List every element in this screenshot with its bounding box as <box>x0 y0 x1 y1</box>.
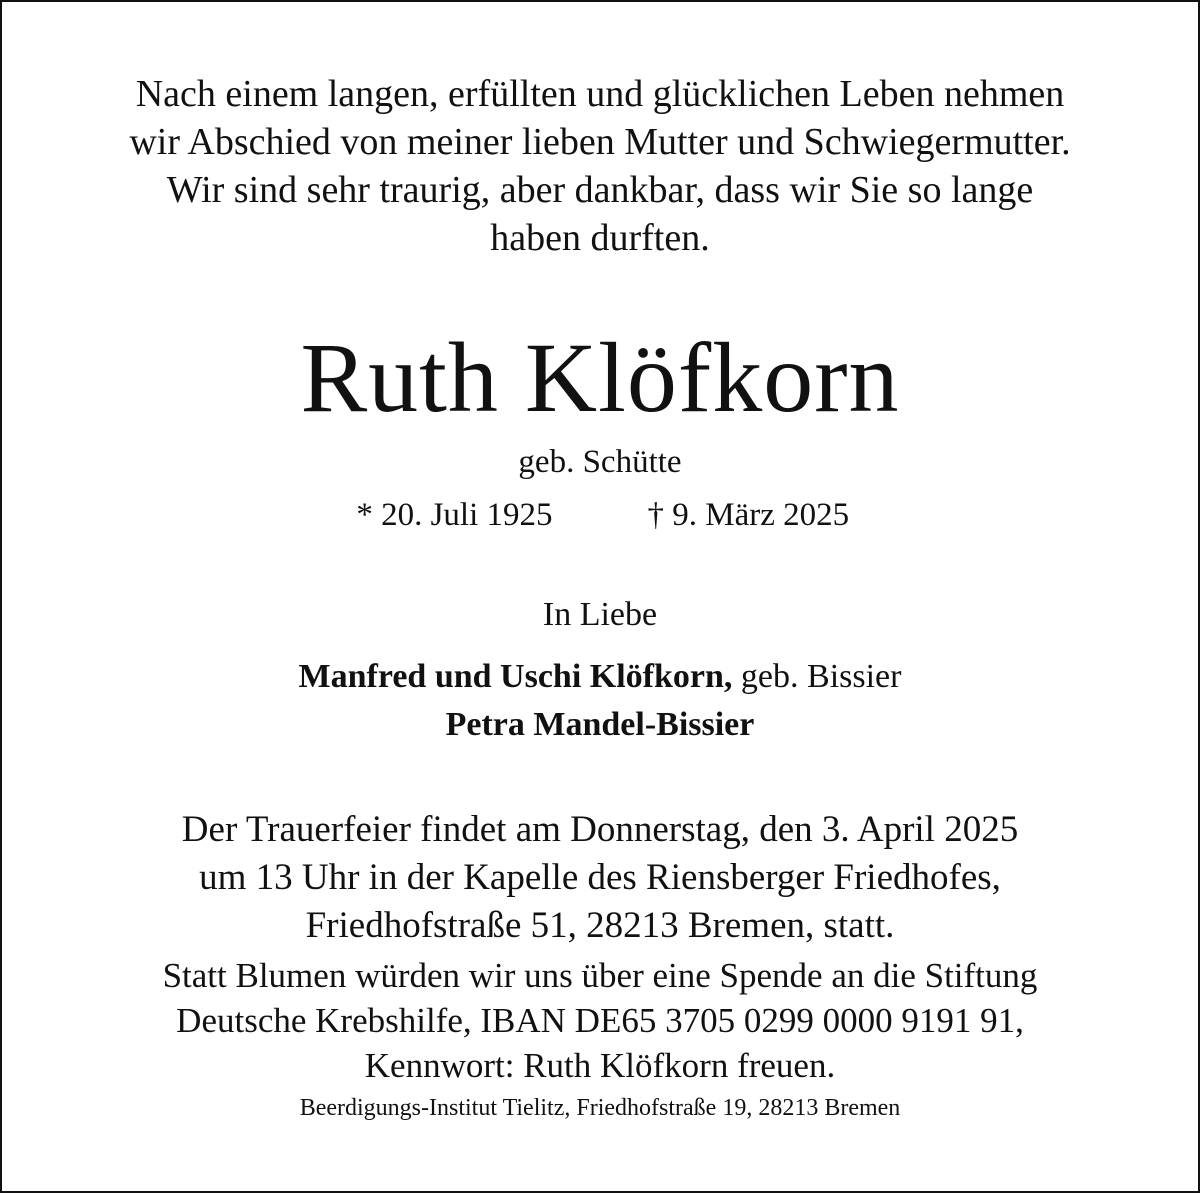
donation-line-2: Deutsche Krebshilfe, IBAN DE65 3705 0299 0000 9191 91, <box>176 1001 1024 1040</box>
ceremony-line-1: Der Trauerfeier findet am Donnerstag, den 3. April 2025 <box>181 809 1019 850</box>
maiden-name: geb. Schütte <box>518 444 682 480</box>
donation-info <box>0 953 1200 1088</box>
intro-line-4: haben durften. <box>490 217 710 259</box>
ceremony-line-3: Friedhofstraße 51, 28213 Bremen, statt. <box>305 905 895 946</box>
mourner-family-1 <box>0 654 1200 700</box>
life-dates <box>0 492 1200 538</box>
ceremony-line-2: um 13 Uhr in der Kapelle des Riensberger Friedhofes, <box>199 857 1001 898</box>
mourner-family-1-names: Manfred und Uschi Klöfkorn, <box>298 658 733 695</box>
ceremony-info <box>0 806 1200 950</box>
intro-line-3: Wir sind sehr traurig, aber dankbar, dass wir Sie so lange <box>166 169 1034 211</box>
mourner-family-1-maiden: geb. Bissier <box>732 658 902 695</box>
intro-text <box>0 70 1200 262</box>
birth-date: * 20. Juli 1925 <box>356 497 553 533</box>
intro-line-2: wir Abschied von meiner lieben Mutter und Schwiegermutter. <box>129 121 1071 163</box>
undertaker-info: Beerdigungs-Institut Tielitz, Friedhofstraße 19, 28213 Bremen <box>299 1095 901 1121</box>
in-love-text: In Liebe <box>542 596 658 633</box>
intro-line-1: Nach einem langen, erfüllten und glücklichen Leben nehmen <box>135 73 1065 115</box>
death-date: † 9. März 2025 <box>647 497 850 533</box>
deceased-name: Ruth Klöfkorn <box>300 322 900 433</box>
donation-line-3: Kennwort: Ruth Klöfkorn freuen. <box>364 1046 836 1085</box>
donation-line-1: Statt Blumen würden wir uns über eine Spende an die Stiftung <box>162 956 1038 995</box>
mourner-family-2-name: Petra Mandel-Bissier <box>445 706 755 743</box>
mourner-family-2 <box>0 702 1200 748</box>
